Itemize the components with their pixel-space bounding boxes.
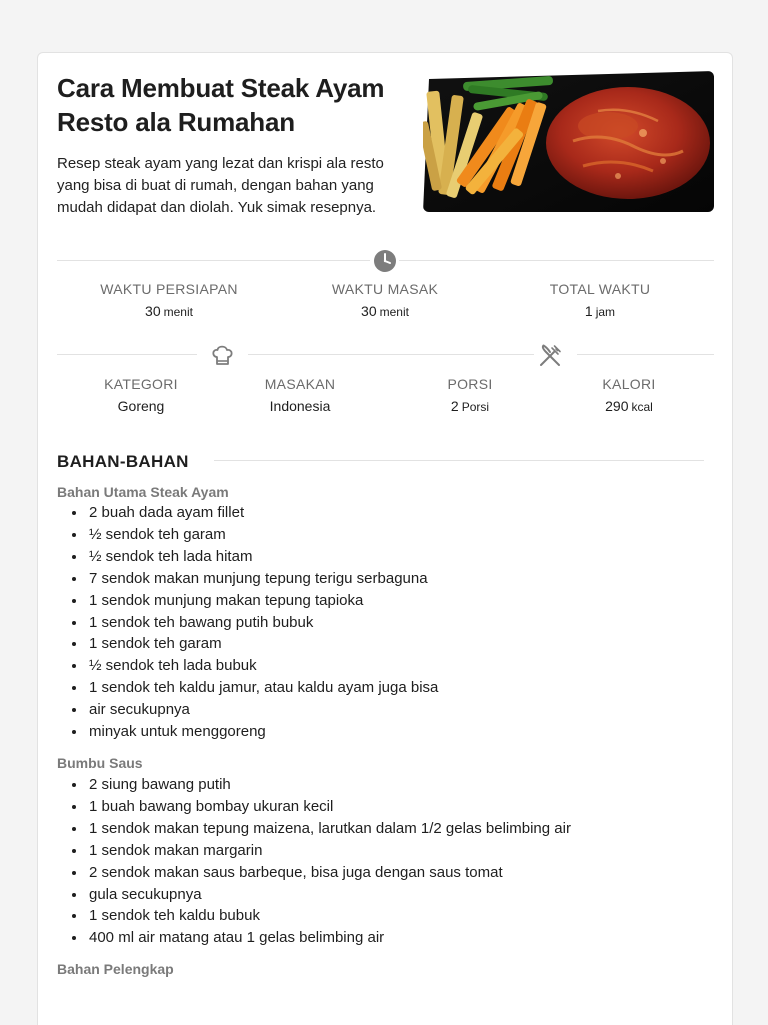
- list-item: • 1 sendok teh garam: [87, 633, 438, 655]
- recipe-title: Cara Membuat Steak Ayam Resto ala Rumahan: [57, 73, 385, 137]
- category-label: KATEGORI: [104, 376, 178, 392]
- calories-number: 290: [605, 398, 629, 414]
- list-item: • air secukupnya: [87, 699, 438, 721]
- cuisine-label: MASAKAN: [264, 376, 336, 392]
- ingredients-heading: BAHAN-BAHAN: [57, 452, 189, 471]
- ingredient-group-title: Bahan Utama Steak Ayam: [57, 484, 229, 500]
- divider-meta-right: [577, 354, 714, 355]
- list-item: • 1 buah bawang bombay ukuran kecil: [87, 796, 571, 818]
- cook-time-number: 30: [361, 303, 377, 319]
- list-item: • 7 sendok makan munjung tepung terigu serbaguna: [87, 568, 438, 590]
- chef-hat-icon: [210, 343, 235, 368]
- total-time-label: TOTAL WAKTU: [549, 281, 651, 297]
- recipe-image[interactable]: [423, 71, 714, 212]
- ingredient-group-title: Bahan Pelengkap: [57, 961, 174, 977]
- servings-unit: Porsi: [461, 400, 490, 414]
- recipe-card: [37, 52, 733, 1025]
- servings-value: [390, 398, 550, 414]
- list-item: • ½ sendok teh lada bubuk: [87, 655, 438, 677]
- list-item: • 1 sendok munjung makan tepung tapioka: [87, 590, 438, 612]
- total-time-unit: jam: [595, 305, 616, 319]
- list-item: • gula secukupnya: [87, 884, 571, 906]
- fork-knife-icon: [537, 343, 563, 369]
- list-item: • 2 sendok makan saus barbeque, bisa juga dengan saus tomat: [87, 862, 571, 884]
- list-item: • ½ sendok teh lada hitam: [87, 546, 438, 568]
- list-item: • 1 sendok makan tepung maizena, larutkan dalam 1/2 gelas belimbing air: [87, 818, 571, 840]
- cuisine-value: [220, 398, 380, 414]
- calories-unit: kcal: [631, 400, 653, 414]
- prep-time-value: [59, 303, 279, 319]
- clock-icon: [373, 249, 397, 273]
- servings-label: PORSI: [447, 376, 493, 392]
- list-item: • ½ sendok teh garam: [87, 524, 438, 546]
- divider-time-left: [57, 260, 370, 261]
- list-item: • 1 sendok teh bawang putih bubuk: [87, 612, 438, 634]
- recipe-summary: Resep steak ayam yang lezat dan krispi ala resto yang bisa di buat di rumah, dengan bahan yang mudah didapat dan diolah. Yuk simak resepnya.: [57, 155, 384, 216]
- list-item: • 1 sendok teh kaldu jamur, atau kaldu ayam juga bisa: [87, 677, 438, 699]
- prep-time-unit: menit: [163, 305, 193, 319]
- ingredient-list-main: [57, 502, 438, 743]
- divider-meta-left: [57, 354, 197, 355]
- category-value: [61, 398, 221, 414]
- ingredient-group-title: Bumbu Saus: [57, 755, 143, 771]
- list-item: • 2 siung bawang putih: [87, 774, 571, 796]
- cuisine-text: Indonesia: [269, 398, 331, 414]
- cook-time-unit: menit: [379, 305, 409, 319]
- total-time-number: 1: [584, 303, 593, 319]
- cook-time-label: WAKTU MASAK: [331, 281, 439, 297]
- divider-time-right: [399, 260, 714, 261]
- ingredients-heading-rule: [214, 460, 704, 461]
- servings-number: 2: [450, 398, 459, 414]
- list-item: • 400 ml air matang atau 1 gelas belimbing air: [87, 927, 571, 949]
- calories-value: [549, 398, 709, 414]
- list-item: • 1 sendok teh kaldu bubuk: [87, 905, 571, 927]
- cook-time-value: [275, 303, 495, 319]
- list-item: • minyak untuk menggoreng: [87, 721, 438, 743]
- recipe-header: [57, 71, 417, 219]
- prep-time-label: WAKTU PERSIAPAN: [100, 281, 238, 297]
- calories-label: KALORI: [602, 376, 656, 392]
- list-item: • 2 buah dada ayam fillet: [87, 502, 438, 524]
- category-text: Goreng: [117, 398, 165, 414]
- list-item: • 1 sendok makan margarin: [87, 840, 571, 862]
- prep-time-number: 30: [145, 303, 161, 319]
- divider-meta-middle: [248, 354, 534, 355]
- total-time-value: [490, 303, 710, 319]
- ingredient-list-sauce: [57, 774, 571, 949]
